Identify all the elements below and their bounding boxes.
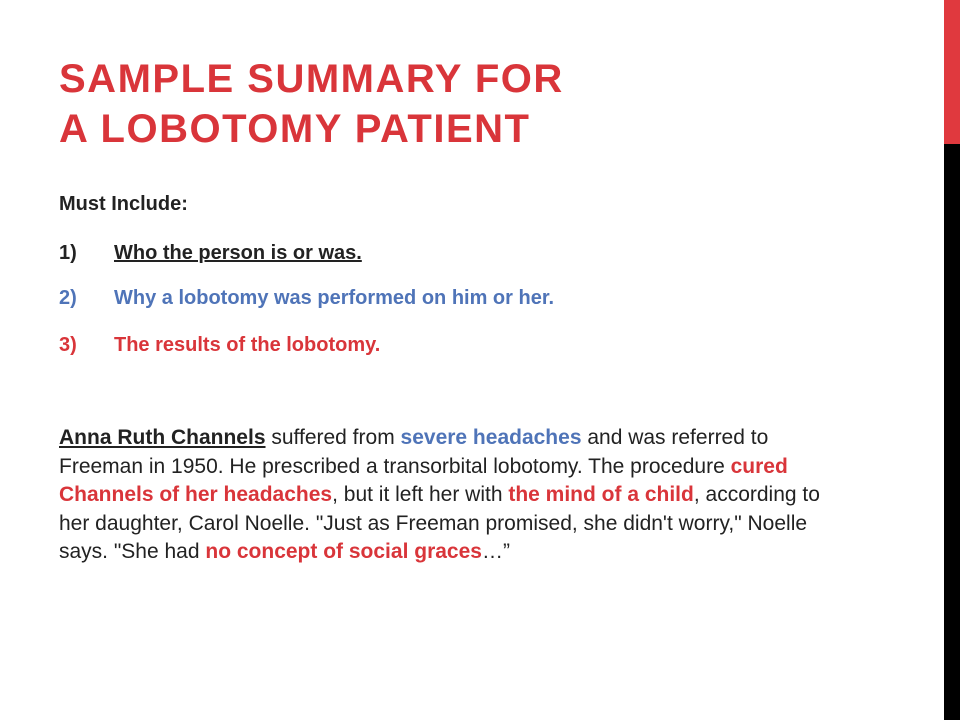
requirement-text: Why a lobotomy was performed on him or her.: [114, 287, 555, 309]
requirement-number: 2): [59, 287, 77, 309]
requirement-number: 3): [59, 334, 77, 356]
requirement-3: [59, 334, 380, 357]
side-decor-accent: [944, 0, 960, 144]
lobotomy-result: cured Channels of her headaches: [59, 454, 788, 506]
slide-title: [59, 54, 919, 154]
summary-text: …”: [481, 540, 510, 563]
sample-summary-paragraph: [59, 424, 849, 567]
summary-text: suffered from: [265, 426, 401, 449]
summary-text: , but it left her with: [332, 483, 509, 506]
summary-text: and was referred to Freeman in 1950. He prescribed a transorbital lobotomy. The procedure: [59, 426, 769, 478]
patient-name: Anna Ruth Channels: [59, 426, 266, 449]
slide-title-line-2: A LOBOTOMY PATIENT: [59, 107, 531, 151]
requirement-text: The results of the lobotomy.: [114, 334, 381, 356]
requirement-2: [59, 287, 554, 310]
lobotomy-reason: severe headaches: [400, 426, 582, 449]
requirement-number: 1): [59, 242, 77, 264]
summary-text: , according to her daughter, Carol Noelle. "Just as Freeman promised, she didn't worry," Noelle says. "She had: [59, 483, 820, 563]
must-include-label: Must Include:: [59, 193, 188, 215]
requirement-1: [59, 242, 362, 265]
lobotomy-result: the mind of a child: [508, 483, 694, 506]
slide-title-line-1: SAMPLE SUMMARY FOR: [59, 57, 564, 101]
requirement-text: Who the person is or was.: [114, 242, 362, 264]
lobotomy-result: no concept of social graces: [205, 540, 482, 563]
